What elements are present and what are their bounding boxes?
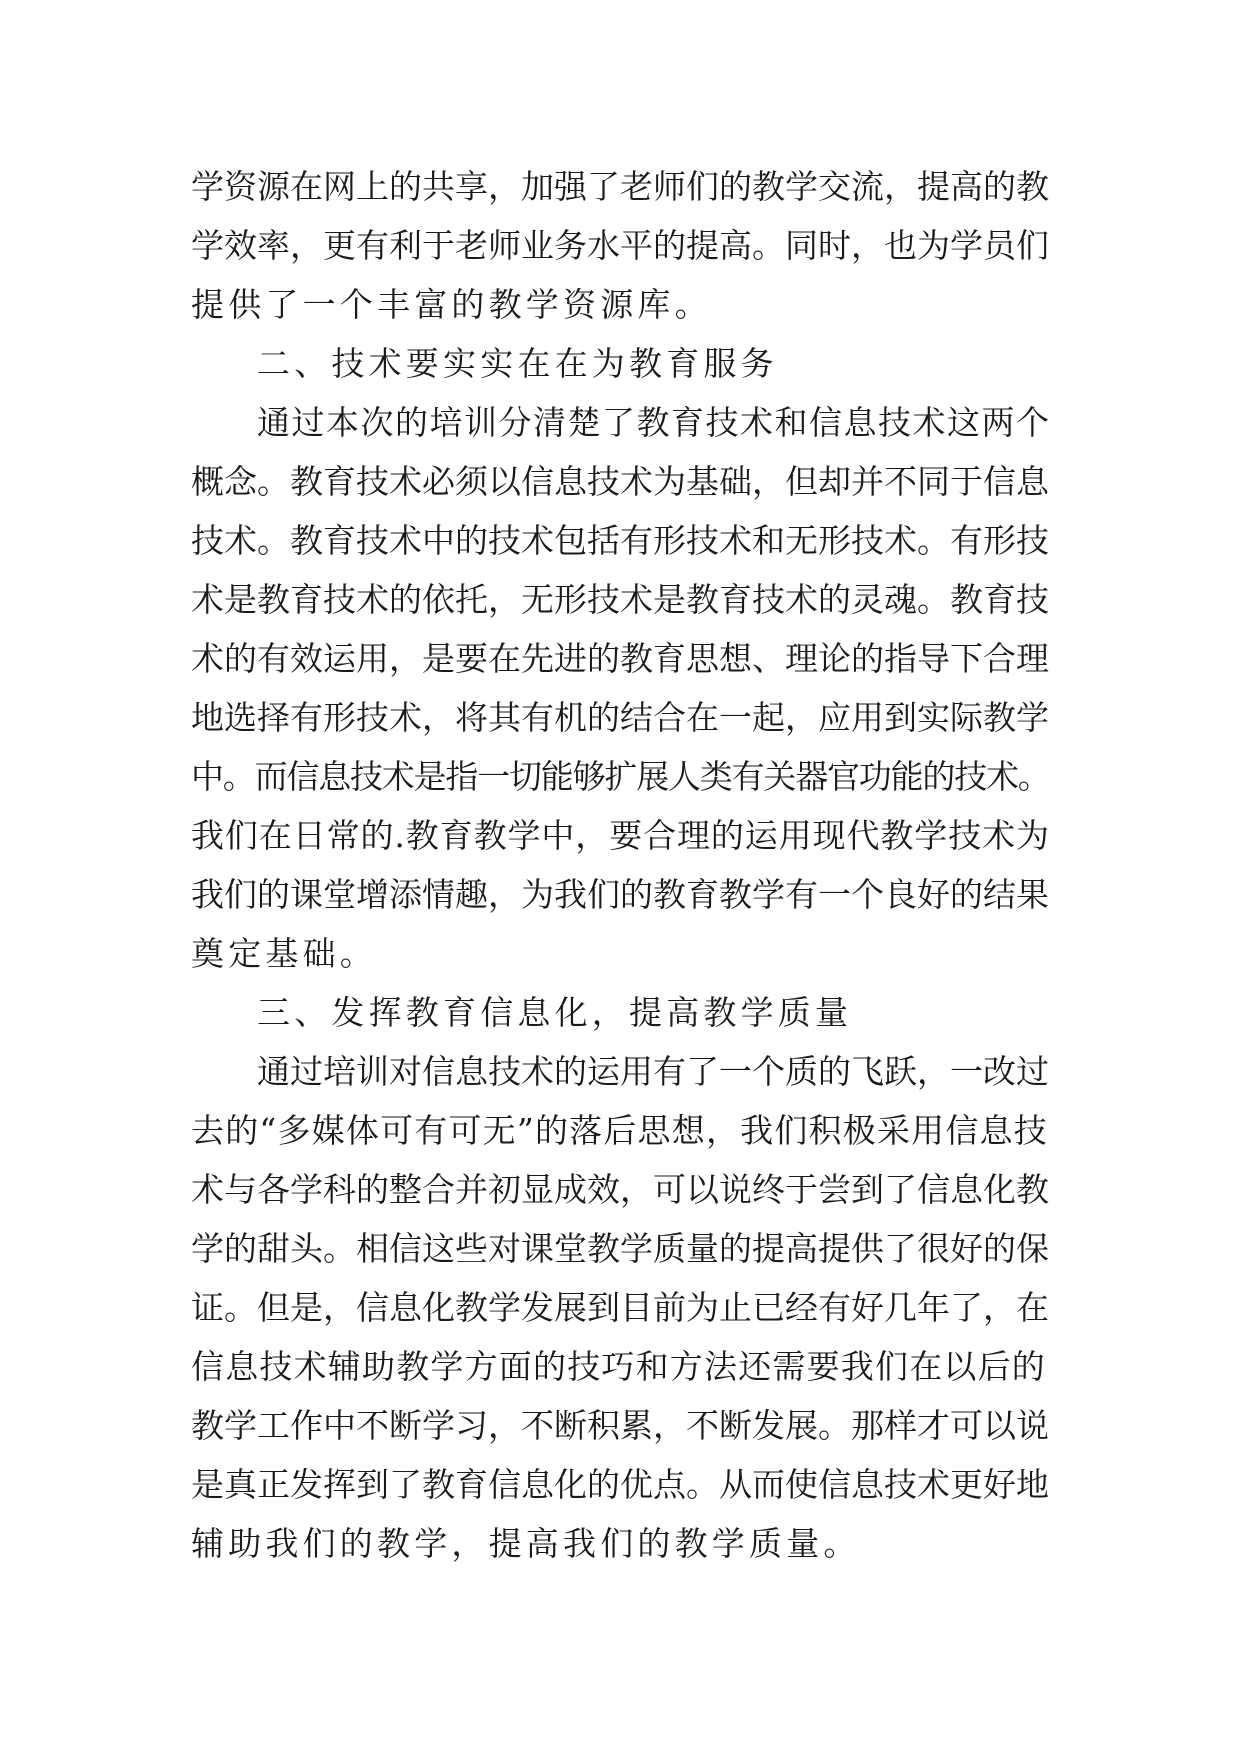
section-heading-2: 二、技术要实实在在为教育服务 <box>257 344 778 383</box>
text-line: 证。但是，信息化教学发展到目前为止已经有好几年了，在 <box>191 1288 1049 1327</box>
text-line: 学效率，更有利于老师业务水平的提高。同时，也为学员们 <box>191 226 1049 265</box>
text-line: 术的有效运用，是要在先进的教育思想、理论的指导下合理 <box>191 639 1049 678</box>
text-line: 是真正发挥到了教育信息化的优点。从而使信息技术更好地 <box>191 1465 1049 1504</box>
text-line: 学资源在网上的共享，加强了老师们的教学交流，提高的教 <box>191 167 1049 206</box>
text-line: 通过培训对信息技术的运用有了一个质的飞跃，一改过 <box>257 1052 1049 1091</box>
text-line: 信息技术辅助教学方面的技巧和方法还需要我们在以后的 <box>191 1347 1046 1386</box>
text-line: 术与各学科的整合并初显成效，可以说终于尝到了信息化教 <box>191 1170 1049 1209</box>
text-line: 地选择有形技术，将其有机的结合在一起，应用到实际教学 <box>191 698 1049 737</box>
document-body <box>191 157 1051 1573</box>
section-heading-3: 三、发挥教育信息化，提高教学质量 <box>257 993 853 1032</box>
text-line: 术是教育技术的依托，无形技术是教育技术的灵魂。教育技 <box>191 580 1049 619</box>
text-line: 概念。教育技术必须以信息技术为基础，但却并不同于信息 <box>191 462 1049 501</box>
text-line: 去的“多媒体可有可无”的落后思想，我们积极采用信息技 <box>191 1111 1048 1150</box>
text-line: 教学工作中不断学习，不断积累，不断发展。那样才可以说 <box>191 1406 1049 1445</box>
text-line: 学的甜头。相信这些对课堂教学质量的提高提供了很好的保 <box>191 1229 1049 1268</box>
text-line: 通过本次的培训分清楚了教育技术和信息技术这两个 <box>257 403 1051 442</box>
text-line: 中。而信息技术是指一切能够扩展人类有关器官功能的技术。 <box>191 757 1050 796</box>
text-line: 奠定基础。 <box>191 934 377 973</box>
text-line: 技术。教育技术中的技术包括有形技术和无形技术。有形技 <box>191 521 1049 560</box>
text-line: 辅助我们的教学，提高我们的教学质量。 <box>191 1524 861 1563</box>
text-line: 我们的课堂增添情趣，为我们的教育教学有一个良好的结果 <box>191 875 1049 914</box>
text-line: 提供了一个丰富的教学资源库。 <box>191 285 712 324</box>
text-line: 我们在日常的.教育教学中，要合理的运用现代教学技术为 <box>191 816 1050 855</box>
